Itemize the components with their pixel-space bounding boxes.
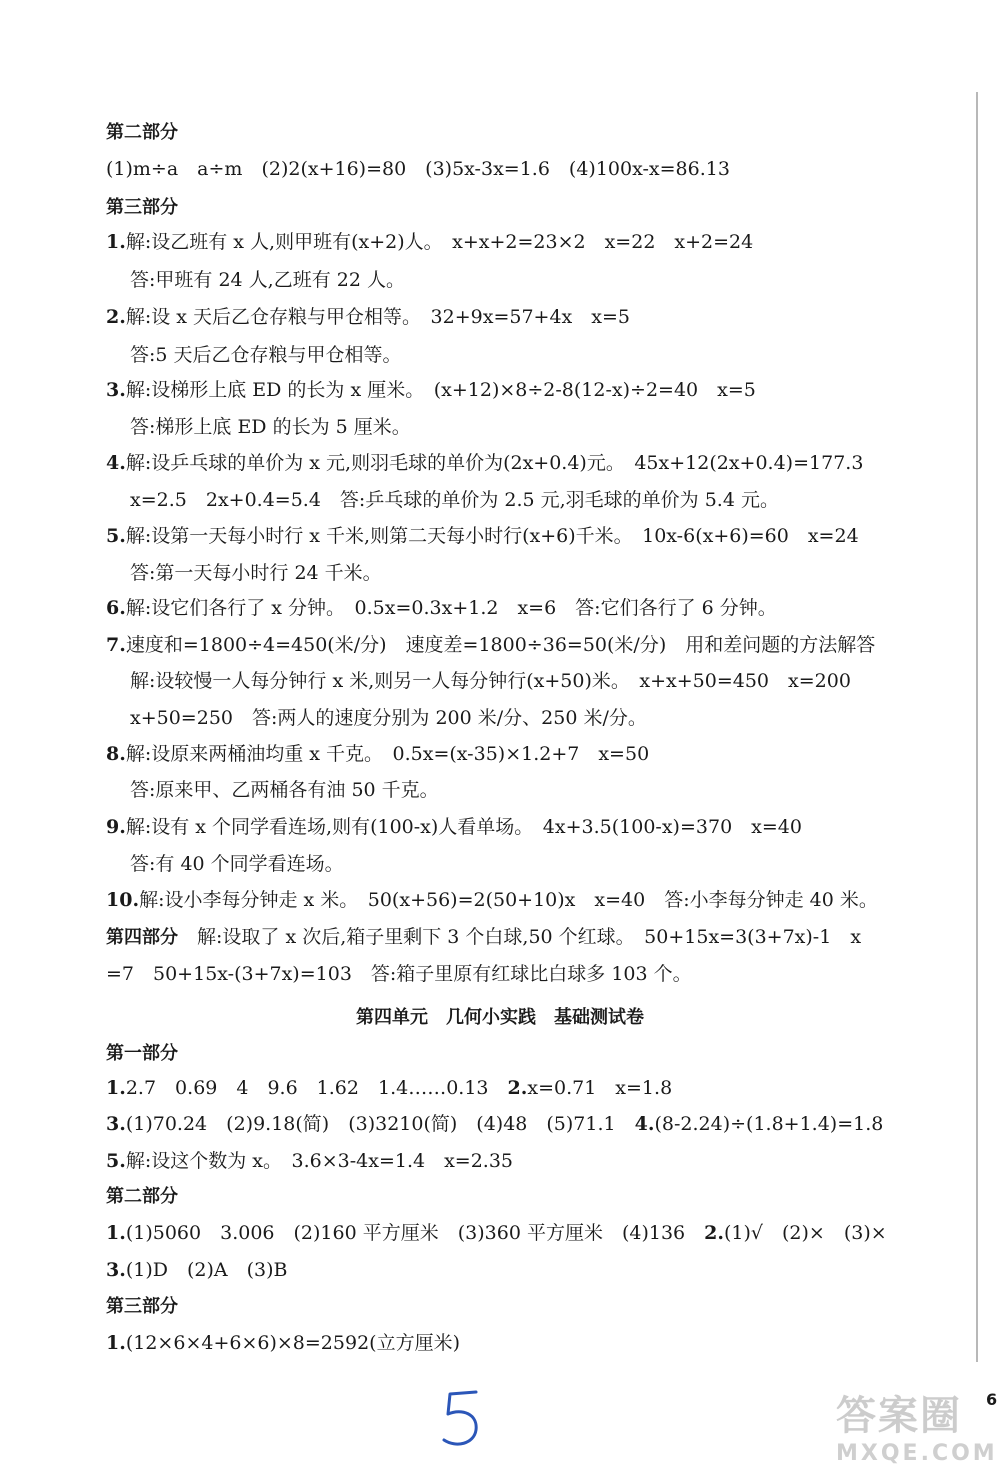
- item-number: 1.: [106, 231, 126, 253]
- item-8-answer: 答:原来甲、乙两桶各有油 50 千克。: [130, 779, 439, 801]
- item-6: [106, 595, 777, 621]
- item-9: [106, 814, 802, 840]
- watermark-logo: [836, 1392, 996, 1480]
- section-header-part3: 第三部分: [106, 197, 178, 218]
- unit4-part3-line1: [106, 1330, 460, 1356]
- item-number: 7.: [106, 634, 126, 656]
- section-header-part1: 第一部分: [106, 1043, 178, 1064]
- item-text: x=0.71 x=1.8: [527, 1077, 673, 1099]
- item-text: 解:设它们各行了 x 分钟。 0.5x=0.3x+1.2 x=6 答:它们各行了 6 分钟。: [125, 597, 777, 619]
- item-7: [106, 632, 875, 658]
- item-5-answer: 答:第一天每小时行 24 千米。: [130, 562, 382, 584]
- item-3: [106, 377, 756, 403]
- part2-answers: (1)m÷a a÷m (2)2(x+16)=80 (3)5x-3x=1.6 (4)100x-x=86.13: [106, 158, 730, 180]
- item-7-line2: 解:设较慢一人每分钟行 x 米,则另一人每分钟行(x+50)米。 x+x+50=450 x=200: [130, 670, 851, 692]
- part4-line1: [106, 924, 861, 951]
- item-1-answer: 答:甲班有 24 人,乙班有 22 人。: [130, 269, 405, 291]
- section-header-part4: 第四部分: [106, 927, 178, 948]
- item-number: 3.: [106, 1259, 126, 1281]
- item-9-answer: 答:有 40 个同学看连场。: [130, 853, 344, 875]
- item-text: 解:设梯形上底 ED 的长为 x 厘米。 (x+12)×8÷2-8(12-x)÷2=40 x=5: [125, 379, 756, 401]
- item-number: 4.: [634, 1113, 655, 1135]
- item-7-line3: x+50=250 答:两人的速度分别为 200 米/分、250 米/分。: [130, 707, 647, 729]
- item-text: (1)70.24 (2)9.18(简) (3)3210(简) (4)48 (5)71.1: [125, 1113, 616, 1135]
- item-3-answer: 答:梯形上底 ED 的长为 5 厘米。: [130, 416, 411, 438]
- watermark-bottom-text: MXQE.COM: [836, 1441, 998, 1466]
- unit4-part1-line3: [106, 1148, 513, 1174]
- item-4: [106, 450, 863, 476]
- item-text: 解:设乒乓球的单价为 x 元,则羽毛球的单价为(2x+0.4)元。 45x+12(2x+0.4)=177.3: [125, 452, 864, 474]
- item-8: [106, 741, 649, 767]
- item-text: 解:设第一天每小时行 x 千米,则第二天每小时行(x+6)千米。 10x-6(x+6)=60 x=24: [125, 525, 859, 547]
- item-text: (12×6×4+6×6)×8=2592(立方厘米): [125, 1332, 460, 1354]
- item-2: [106, 304, 630, 330]
- item-text: 解:设原来两桶油均重 x 千克。 0.5x=(x-35)×1.2+7 x=50: [125, 743, 650, 765]
- item-text: (1)5060 3.006 (2)160 平方厘米 (3)360 平方厘米 (4)136: [125, 1222, 686, 1244]
- item-number: 5.: [106, 1150, 126, 1172]
- item-number: 2.: [106, 306, 126, 328]
- item-number: 10.: [106, 889, 140, 911]
- item-number: 4.: [106, 452, 126, 474]
- item-text: 解:设乙班有 x 人,则甲班有(x+2)人。 x+x+2=23×2 x=22 x+2=24: [125, 231, 754, 253]
- unit4-part2-line2: [106, 1257, 288, 1283]
- section-header-part2: 第二部分: [106, 122, 178, 143]
- section-header-part3-unit4: 第三部分: [106, 1296, 178, 1317]
- item-text: 解:设 x 天后乙仓存粮与甲仓相等。 32+9x=57+4x x=5: [125, 306, 630, 328]
- item-text: (1)√ (2)× (3)×: [723, 1222, 887, 1244]
- part4-text: 解:设取了 x 次后,箱子里剩下 3 个白球,50 个红球。 50+15x=3(3+7x)-1 x: [197, 926, 862, 948]
- item-number: 1.: [106, 1222, 126, 1244]
- section-header-part2-unit4: 第二部分: [106, 1186, 178, 1207]
- item-10: [106, 887, 878, 913]
- unit4-part1-line1: [106, 1075, 672, 1101]
- unit4-part1-line2: [106, 1111, 883, 1137]
- item-2-answer: 答:5 天后乙仓存粮与甲仓相等。: [130, 344, 402, 366]
- item-text: 速度和=1800÷4=450(米/分) 速度差=1800÷36=50(米/分) 用和差问题的方法解答: [125, 634, 876, 656]
- item-number: 9.: [106, 816, 126, 838]
- page-number: 6: [986, 1390, 998, 1409]
- item-number: 1.: [106, 1077, 126, 1099]
- watermark-top-text: 答案圈: [836, 1393, 962, 1439]
- item-text: 解:设有 x 个同学看连场,则有(100-x)人看单场。 4x+3.5(100-x)=370 x=40: [125, 816, 802, 838]
- item-number: 2.: [704, 1222, 724, 1244]
- item-1: [106, 229, 753, 255]
- item-number: 2.: [507, 1077, 528, 1099]
- item-text: 解:设小李每分钟走 x 米。 50(x+56)=2(50+10)x x=40 答:小李每分钟走 40 米。: [139, 889, 878, 911]
- handwritten-page-mark: [432, 1384, 492, 1454]
- item-number: 3.: [106, 1113, 126, 1135]
- item-text: 解:设这个数为 x。 3.6×3-4x=1.4 x=2.35: [125, 1150, 514, 1172]
- item-number: 1.: [106, 1332, 126, 1354]
- item-number: 6.: [106, 597, 126, 619]
- page-edge-rule: [976, 92, 978, 1362]
- item-text: (1)D (2)A (3)B: [125, 1259, 288, 1281]
- unit4-part2-line1: [106, 1220, 887, 1246]
- item-number: 3.: [106, 379, 126, 401]
- part4-line2: =7 50+15x-(3+7x)=103 答:箱子里原有红球比白球多 103 个。: [106, 963, 692, 985]
- item-text: 2.7 0.69 4 9.6 1.62 1.4……0.13: [125, 1077, 489, 1099]
- item-text: (8-2.24)÷(1.8+1.4)=1.8: [654, 1113, 884, 1135]
- item-number: 5.: [106, 525, 126, 547]
- item-4-answer: x=2.5 2x+0.4=5.4 答:乒乓球的单价为 2.5 元,羽毛球的单价为 5.4 元。: [130, 489, 779, 511]
- item-number: 8.: [106, 743, 126, 765]
- item-5: [106, 523, 859, 549]
- unit-title: 第四单元 几何小实践 基础测试卷: [356, 1007, 644, 1028]
